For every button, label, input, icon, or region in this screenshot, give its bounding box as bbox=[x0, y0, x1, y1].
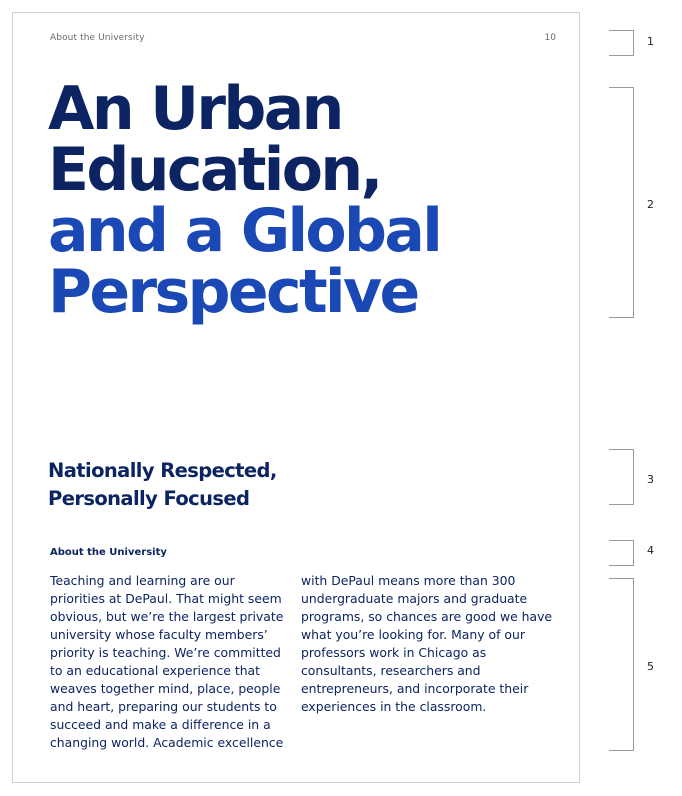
body-line: consultants, researchers and bbox=[301, 663, 481, 678]
body-column-right bbox=[301, 572, 552, 716]
body-line: undergraduate majors and graduate bbox=[301, 591, 528, 606]
title-line-3: and a Global bbox=[48, 196, 441, 266]
body-line: changing world. Academic excellence bbox=[50, 735, 284, 750]
body-line: priorities at DePaul. That might seem bbox=[50, 591, 282, 606]
body-line: to an educational experience that bbox=[50, 663, 260, 678]
annotation-number-4: 4 bbox=[647, 544, 654, 557]
body-line: professors work in Chicago as bbox=[301, 645, 487, 660]
annotation-bracket-4 bbox=[609, 540, 634, 566]
annotation-bracket-2 bbox=[609, 87, 634, 318]
running-head: About the University bbox=[50, 33, 145, 43]
body-line: programs, so chances are good we have bbox=[301, 609, 553, 624]
body-line: university whose faculty members’ bbox=[50, 627, 268, 642]
body-line: entrepreneurs, and incorporate their bbox=[301, 681, 529, 696]
body-line: priority is teaching. We’re committed bbox=[50, 645, 281, 660]
page-number: 10 bbox=[544, 33, 556, 43]
title-line-4: Perspective bbox=[48, 257, 418, 327]
title-line-2: Education, bbox=[48, 135, 381, 205]
body-line: experiences in the classroom. bbox=[301, 699, 487, 714]
annotation-number-3: 3 bbox=[647, 473, 654, 486]
body-line: what you’re looking for. Many of our bbox=[301, 627, 525, 642]
subheading-line-2: Personally Focused bbox=[48, 487, 250, 510]
body-line: Teaching and learning are our bbox=[50, 573, 235, 588]
annotation-bracket-5 bbox=[609, 578, 634, 751]
page-title bbox=[48, 74, 441, 327]
body-line: and heart, preparing our students to bbox=[50, 699, 277, 714]
annotation-bracket-3 bbox=[609, 449, 634, 505]
body-column-left bbox=[50, 572, 283, 752]
document-page bbox=[12, 12, 580, 783]
body-line: succeed and make a difference in a bbox=[50, 717, 271, 732]
annotation-bracket-1 bbox=[609, 30, 634, 56]
title-line-1: An Urban bbox=[48, 74, 342, 144]
subheading bbox=[48, 457, 277, 513]
annotation-number-2: 2 bbox=[647, 198, 654, 211]
body-line: with DePaul means more than 300 bbox=[301, 573, 516, 588]
body-line: obvious, but we’re the largest private bbox=[50, 609, 284, 624]
subheading-line-1: Nationally Respected, bbox=[48, 459, 277, 482]
annotation-number-1: 1 bbox=[647, 35, 654, 48]
section-label: About the University bbox=[50, 547, 167, 558]
body-line: weaves together mind, place, people bbox=[50, 681, 281, 696]
annotation-number-5: 5 bbox=[647, 660, 654, 673]
